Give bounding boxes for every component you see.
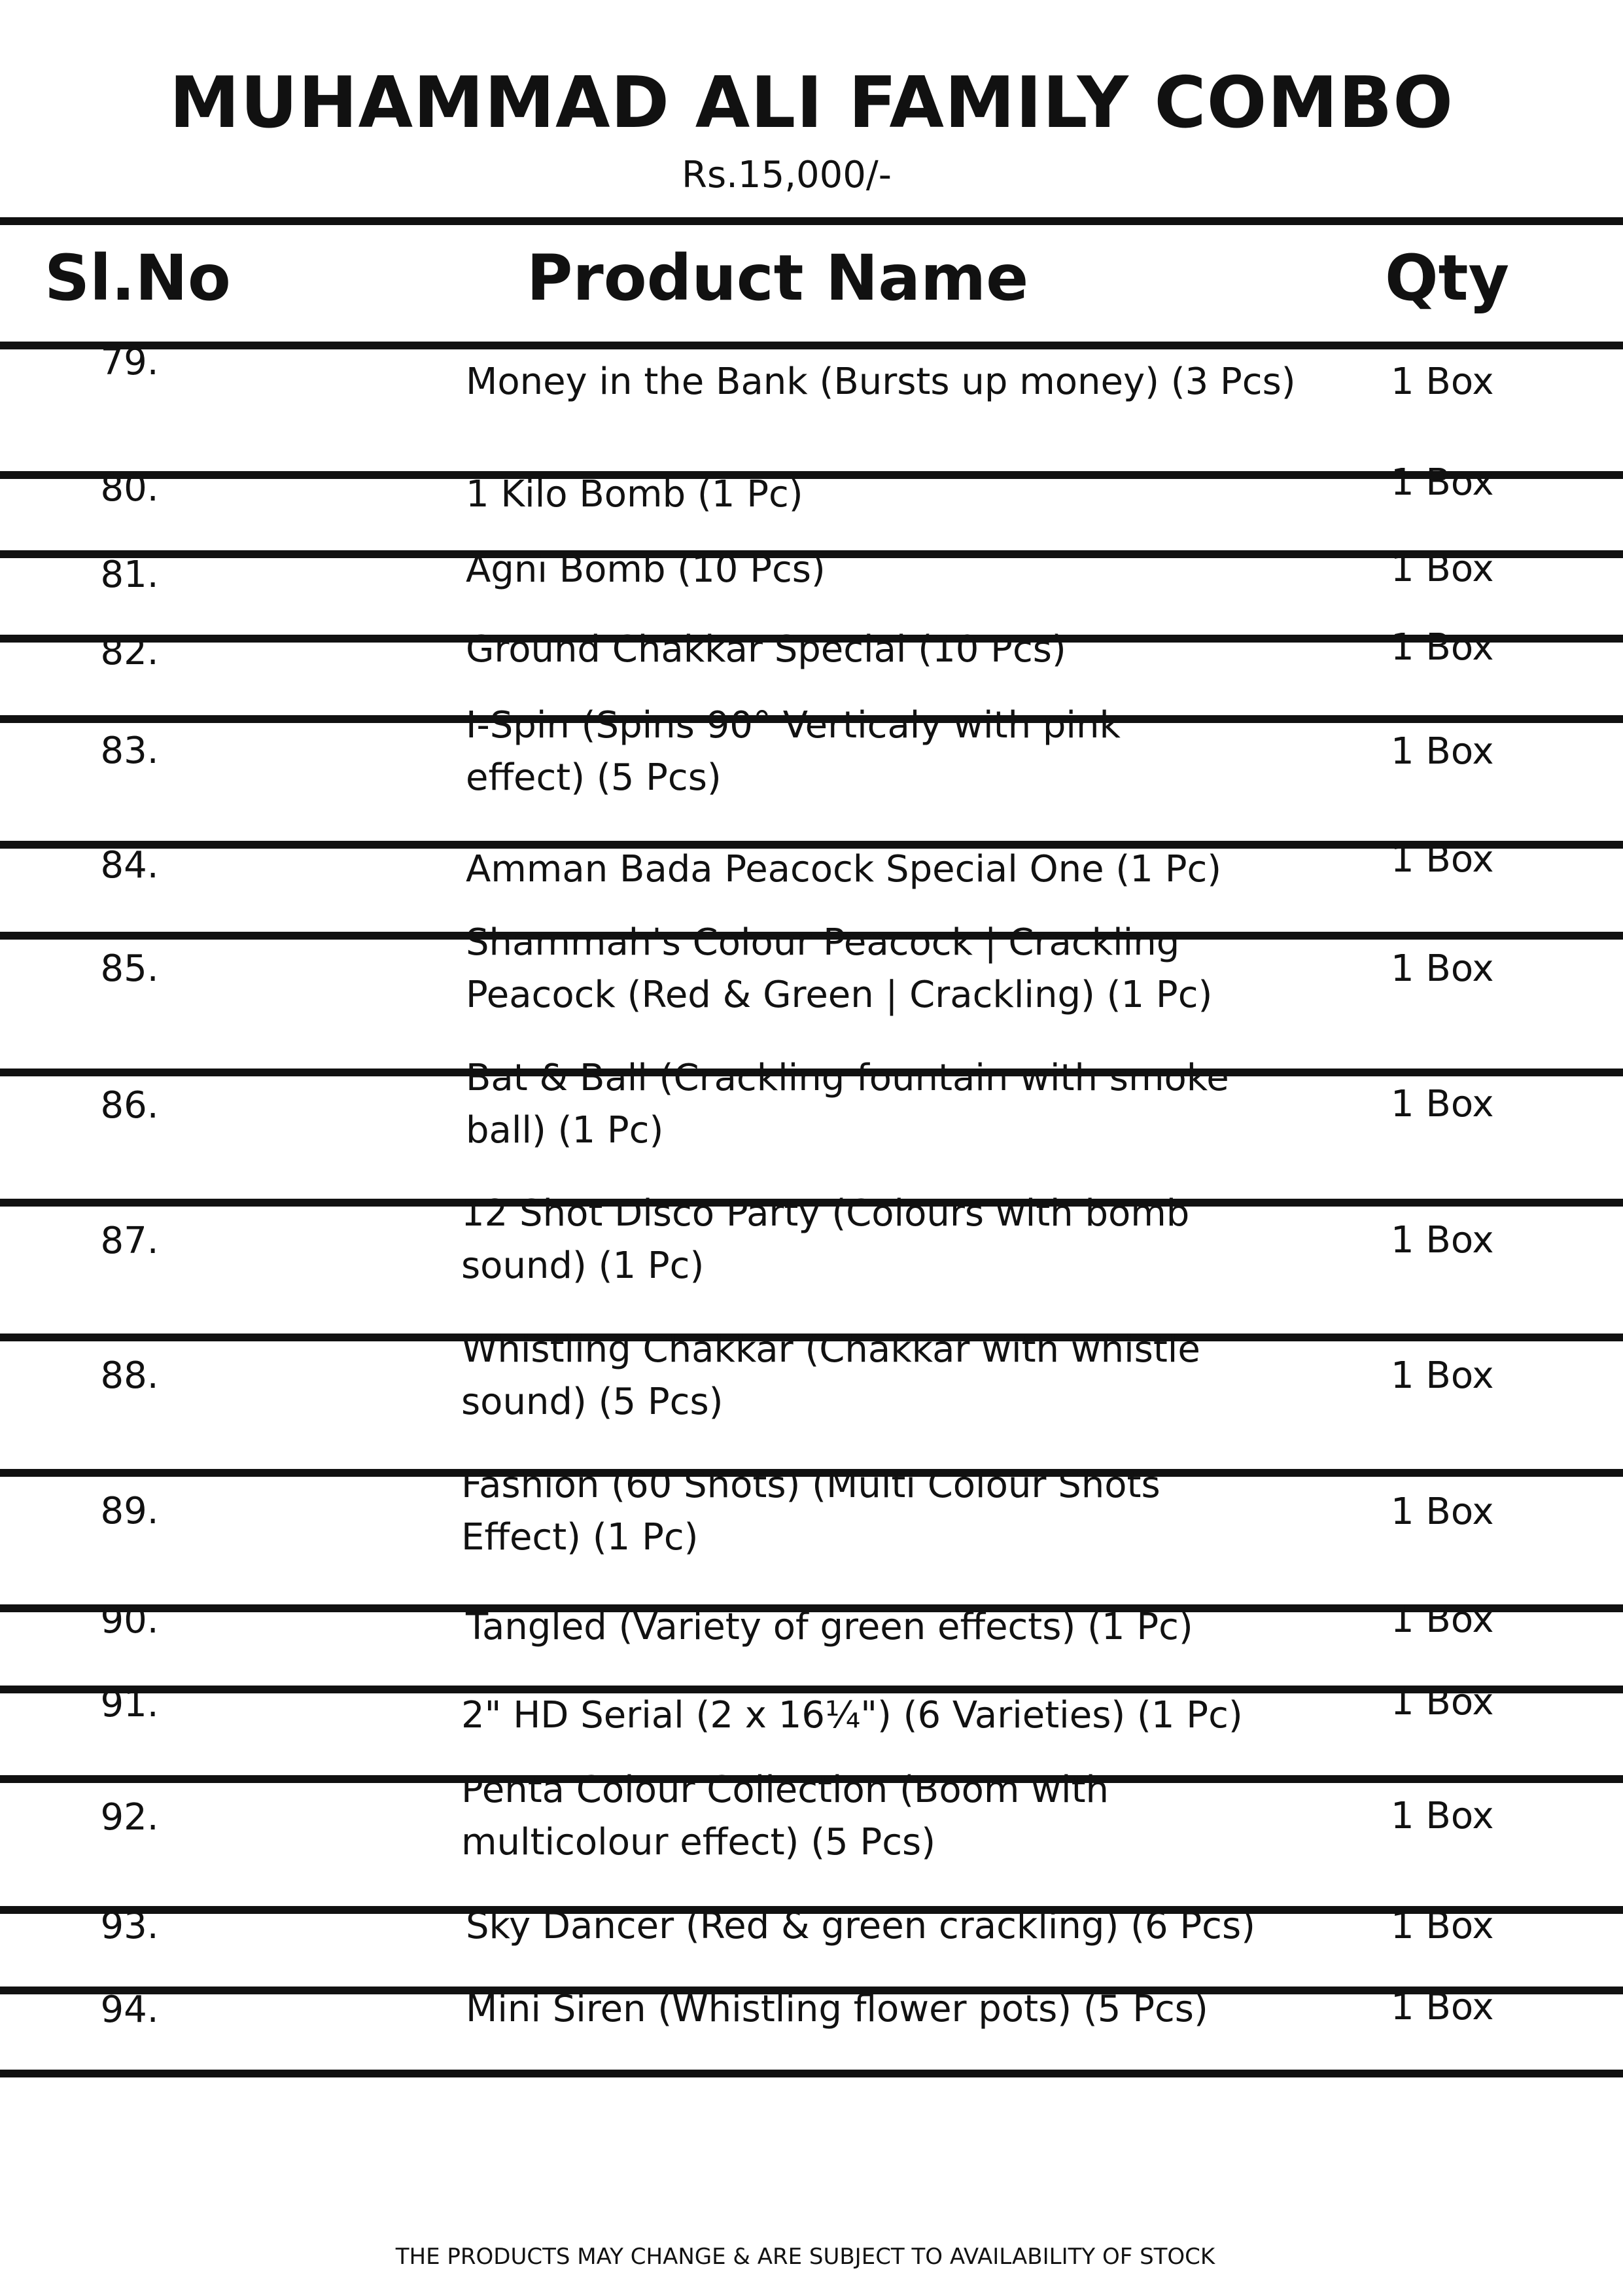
cell-sl-no: 88. <box>100 1354 159 1397</box>
cell-product-name: Fashion (60 Shots) (Multi Colour Shots Effect) (1 Pc) <box>461 1464 1161 1559</box>
cell-sl-no: 91. <box>100 1683 159 1725</box>
cell-product-name: Agni Bomb (10 Pcs) <box>466 548 826 591</box>
cell-product-name: Bat & Ball (Crackling fountain with smoke ball) (1 Pc) <box>466 1057 1229 1152</box>
cell-product-name: Whistling Chakkar (Chakkar with whistle sound) (5 Pcs) <box>461 1328 1200 1423</box>
cell-qty: 1 Box <box>1391 626 1494 669</box>
cell-qty: 1 Box <box>1391 838 1494 881</box>
cell-qty: 1 Box <box>1391 730 1494 773</box>
column-header-sl-no: Sl.No <box>44 241 231 315</box>
cell-sl-no: 79. <box>100 341 159 383</box>
cell-sl-no: 92. <box>100 1796 159 1839</box>
cell-sl-no: 90. <box>100 1599 159 1642</box>
cell-product-name: 2" HD Serial (2 x 16¼") (6 Varieties) (1 Pc) <box>461 1694 1243 1737</box>
cell-sl-no: 83. <box>100 730 159 772</box>
cell-product-name: Mini Siren (Whistling flower pots) (5 Pcs) <box>466 1988 1208 2030</box>
cell-qty: 1 Box <box>1391 1491 1494 1533</box>
cell-product-name: Amman Bada Peacock Special One (1 Pc) <box>466 848 1222 891</box>
cell-sl-no: 87. <box>100 1220 159 1262</box>
cell-sl-no: 93. <box>100 1905 159 1947</box>
cell-qty: 1 Box <box>1391 461 1494 504</box>
cell-product-name: Ground Chakkar Special (10 Pcs) <box>466 628 1066 671</box>
cell-qty: 1 Box <box>1391 1598 1494 1641</box>
row-divider <box>0 2070 1623 2077</box>
row-divider <box>0 342 1623 349</box>
cell-product-name: Money in the Bank (Bursts up money) (3 Pcs) <box>466 361 1296 403</box>
cell-product-name: I-Spin (Spins 90° Verticaly with pink effect) (5 Pcs) <box>466 704 1121 799</box>
cell-qty: 1 Box <box>1391 1986 1494 2028</box>
cell-sl-no: 84. <box>100 844 159 887</box>
cell-sl-no: 85. <box>100 947 159 990</box>
cell-product-name: Tangled (Variety of green effects) (1 Pc) <box>466 1606 1193 1648</box>
cell-qty: 1 Box <box>1391 548 1494 590</box>
cell-product-name: Sky Dancer (Red & green crackling) (6 Pcs) <box>466 1905 1255 1947</box>
cell-product-name: Shammah's Colour Peacock | Crackling Peacock (Red & Green | Crackling) (1 Pc) <box>466 921 1213 1016</box>
cell-product-name: 1 Kilo Bomb (1 Pc) <box>466 473 803 516</box>
combo-price: Rs.15,000/- <box>682 154 892 196</box>
column-header-product-name: Product Name <box>527 241 1029 315</box>
column-header-qty: Qty <box>1385 241 1510 315</box>
cell-sl-no: 81. <box>100 554 159 596</box>
cell-qty: 1 Box <box>1391 1219 1494 1262</box>
header-top-rule <box>0 217 1623 225</box>
cell-sl-no: 94. <box>100 1988 159 2031</box>
cell-qty: 1 Box <box>1391 1354 1494 1397</box>
cell-qty: 1 Box <box>1391 1083 1494 1125</box>
cell-sl-no: 82. <box>100 631 159 673</box>
cell-sl-no: 89. <box>100 1490 159 1532</box>
cell-qty: 1 Box <box>1391 947 1494 990</box>
cell-qty: 1 Box <box>1391 1905 1494 1947</box>
cell-product-name: Penta Colour Collection (Boom with multicolour effect) (5 Pcs) <box>461 1769 1109 1863</box>
cell-qty: 1 Box <box>1391 361 1494 403</box>
cell-product-name: 12 Shot Disco Party (Colours with bomb sound) (1 Pc) <box>461 1192 1190 1287</box>
page-title: MUHAMMAD ALI FAMILY COMBO <box>169 62 1454 144</box>
cell-sl-no: 80. <box>100 467 159 510</box>
cell-qty: 1 Box <box>1391 1795 1494 1837</box>
footer-note: THE PRODUCTS MAY CHANGE & ARE SUBJECT TO AVAILABILITY OF STOCK <box>395 2244 1215 2270</box>
cell-qty: 1 Box <box>1391 1681 1494 1723</box>
cell-sl-no: 86. <box>100 1084 159 1127</box>
